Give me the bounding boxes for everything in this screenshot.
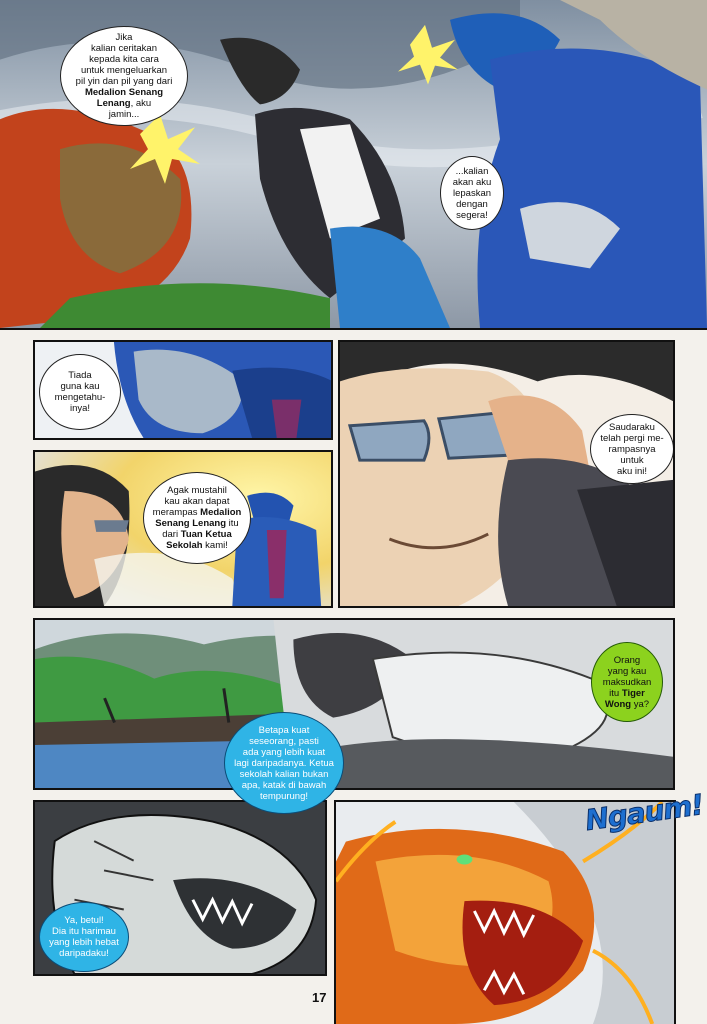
bubble-text-line: pil yin dan pil yang dari [75,76,173,87]
bubble-bold-text: Senang Lenang [155,518,227,529]
bubble-text-line: lepaskan [452,187,492,199]
bubble-text-fragment: kami! [202,540,228,551]
bubble-text-line: ...kalian [455,165,489,177]
bubble-bold-text: Sekolah [166,540,203,551]
bubble-text-line: Orang [613,654,641,666]
bubble-text-line: Jika [115,32,133,43]
speech-bubble-release [440,156,504,230]
panel-3-confrontation [33,450,333,608]
bubble-bold-text: Wong [604,698,632,710]
bubble-text-fragment: itu [226,518,239,529]
speech-bubble-impossible [143,472,251,564]
bubble-bold-text: Tiger [621,687,645,699]
bubble-text-line: telah pergi me- [600,432,664,444]
bubble-text-line: ada yang lebih kuat [242,746,326,758]
bubble-text-fragment: itu [609,687,622,699]
speech-bubble-stronger-tiger [39,902,129,972]
bubble-text-line: dengan [456,198,488,210]
bubble-text-line: Tiada [68,370,92,381]
bubble-bold-text: Tuan Ketua [180,529,232,540]
bubble-text-line: mengetahu- [54,392,106,403]
panel-7-roaring-tiger [334,800,676,1024]
bubble-text-line: yang kau [607,665,647,677]
bubble-text-line: sekolah kalian bukan [239,768,329,780]
speech-bubble-tiger-wong [591,642,663,722]
bubble-text-fragment: ya? [631,698,650,710]
bubble-text-line: lagi daripadanya. Ketua [234,757,334,769]
bubble-text-line: Saudaraku [609,421,655,433]
bubble-text-line: yang lebih hebat [49,937,119,948]
speech-bubble-frog-in-well [224,712,344,814]
speech-bubble-no-use [39,354,121,430]
panel-7-illustration [336,802,674,1024]
bubble-bold-text: Lenang [96,98,131,109]
speech-bubble-brother-took [590,414,674,484]
bubble-text-line: kau akan dapat [164,496,230,507]
bubble-text-line: jamin... [108,109,140,120]
panel-6-sketch-tiger [33,800,327,976]
panel-1-battle-scene [0,0,707,330]
bubble-text-line: apa, katak di bawah [241,779,327,791]
bubble-text-line: kepada kita cara [89,54,159,65]
bubble-text-line: seseorang, pasti [249,735,319,747]
bubble-text-fragment: merampas [152,507,201,518]
panel-4-face-closeup [338,340,675,608]
speech-bubble-medalion-offer [60,26,188,126]
bubble-text-line: daripadaku! [59,948,109,959]
page-number: 17 [312,990,327,1005]
bubble-text-line: Betapa kuat [258,724,310,736]
bubble-text-line: inya! [69,403,91,414]
bubble-bold-text: Medalion [200,507,242,518]
bubble-text-line: akan aku [452,176,492,188]
bubble-text-line: Dia itu harimau [52,926,116,937]
sound-effect-roar: Ngaum! [583,787,705,838]
bubble-text-line: maksudkan [602,676,652,688]
bubble-text-fragment: , aku [130,98,152,109]
bubble-text-line: rampasnya untuk [608,443,656,466]
bubble-text-line: segera! [456,209,488,221]
bubble-text-line: untuk mengeluarkan [80,65,168,76]
bubble-text-line: tempurung! [259,790,309,802]
bubble-text-line: guna kau [60,381,100,392]
bubble-text-line: kalian ceritakan [90,43,157,54]
panel-2-villain-sneer [33,340,333,440]
bubble-bold-text: Medalion Senang [84,87,164,98]
panel-5-landscape [33,618,675,790]
bubble-text-line: Agak mustahil [167,485,227,496]
panel-5-illustration [35,620,673,788]
bubble-text-line: aku ini! [616,465,648,477]
bubble-text-line: Ya, betul! [64,915,104,926]
bubble-text-fragment: dari [162,529,181,540]
